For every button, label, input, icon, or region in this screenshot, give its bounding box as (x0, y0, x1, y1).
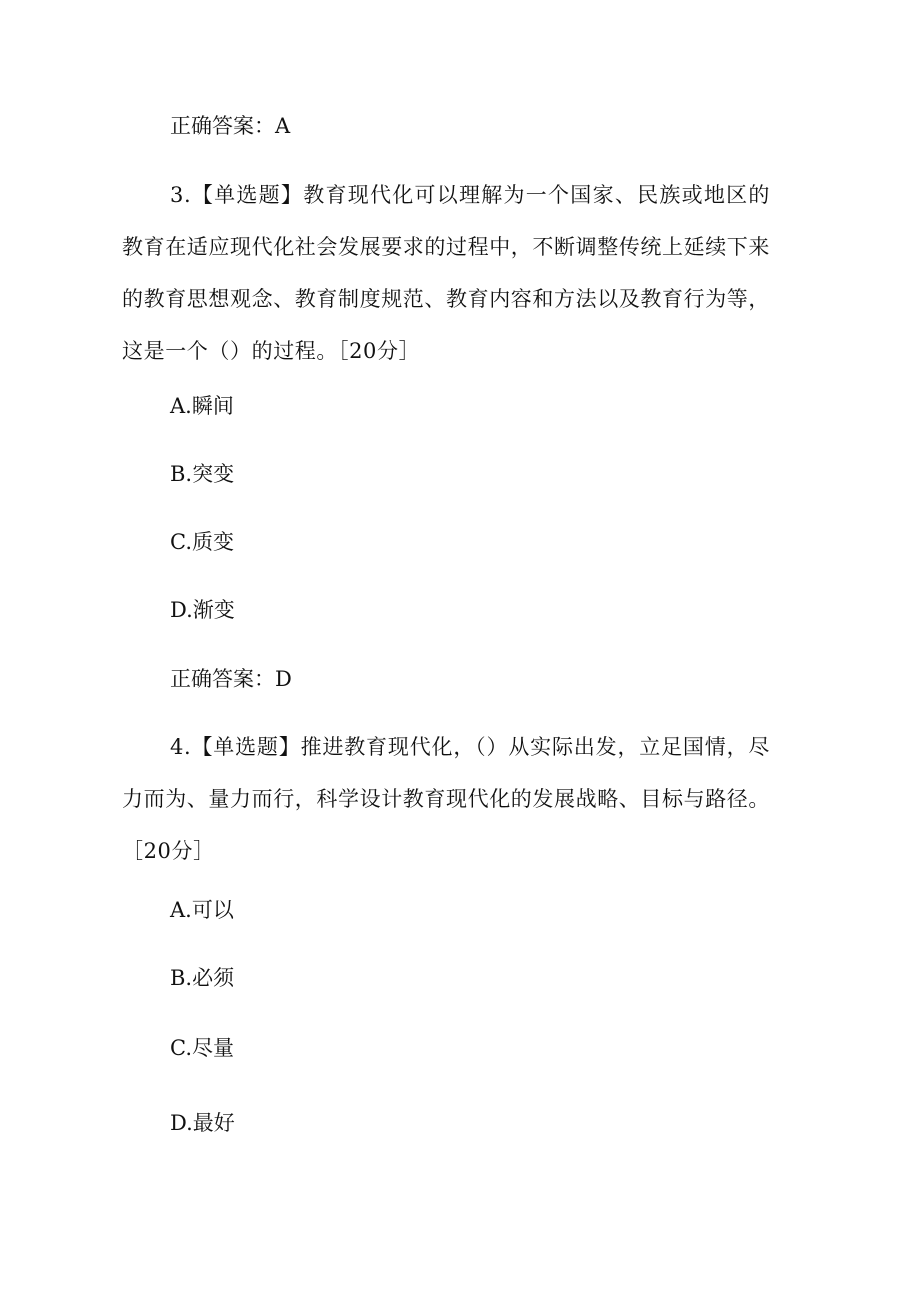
question-4-option-b: B.必须 (170, 966, 235, 990)
question-3-text: 3.【单选题】教育现代化可以理解为一个国家、民族或地区的教育在适应现代化社会发展要求的过程中，不断调整传统上延续下来的教育思想观念、教育制度规范、教育内容和方法以及教育行为等，这是一个（）的过程。［20分］ (122, 183, 770, 363)
question-4-option-c: C.尽量 (170, 1036, 234, 1060)
correct-answer-prev: 正确答案：A (170, 114, 291, 138)
question-3-option-c: C.质变 (170, 530, 234, 554)
question-4-option-d: D.最好 (170, 1111, 235, 1135)
question-4-option-a: A.可以 (170, 898, 234, 922)
question-3-option-a: A.瞬间 (170, 394, 234, 418)
question-3-option-d: D.渐变 (170, 598, 235, 622)
question-3-option-b: B.突变 (170, 462, 235, 486)
question-4-text: 4.【单选题】推进教育现代化，（）从实际出发，立足国情，尽力而为、量力而行，科学设计教育现代化的发展战略、目标与路径。［20分］ (122, 735, 770, 863)
question-3-correct-answer: 正确答案：D (170, 667, 292, 691)
